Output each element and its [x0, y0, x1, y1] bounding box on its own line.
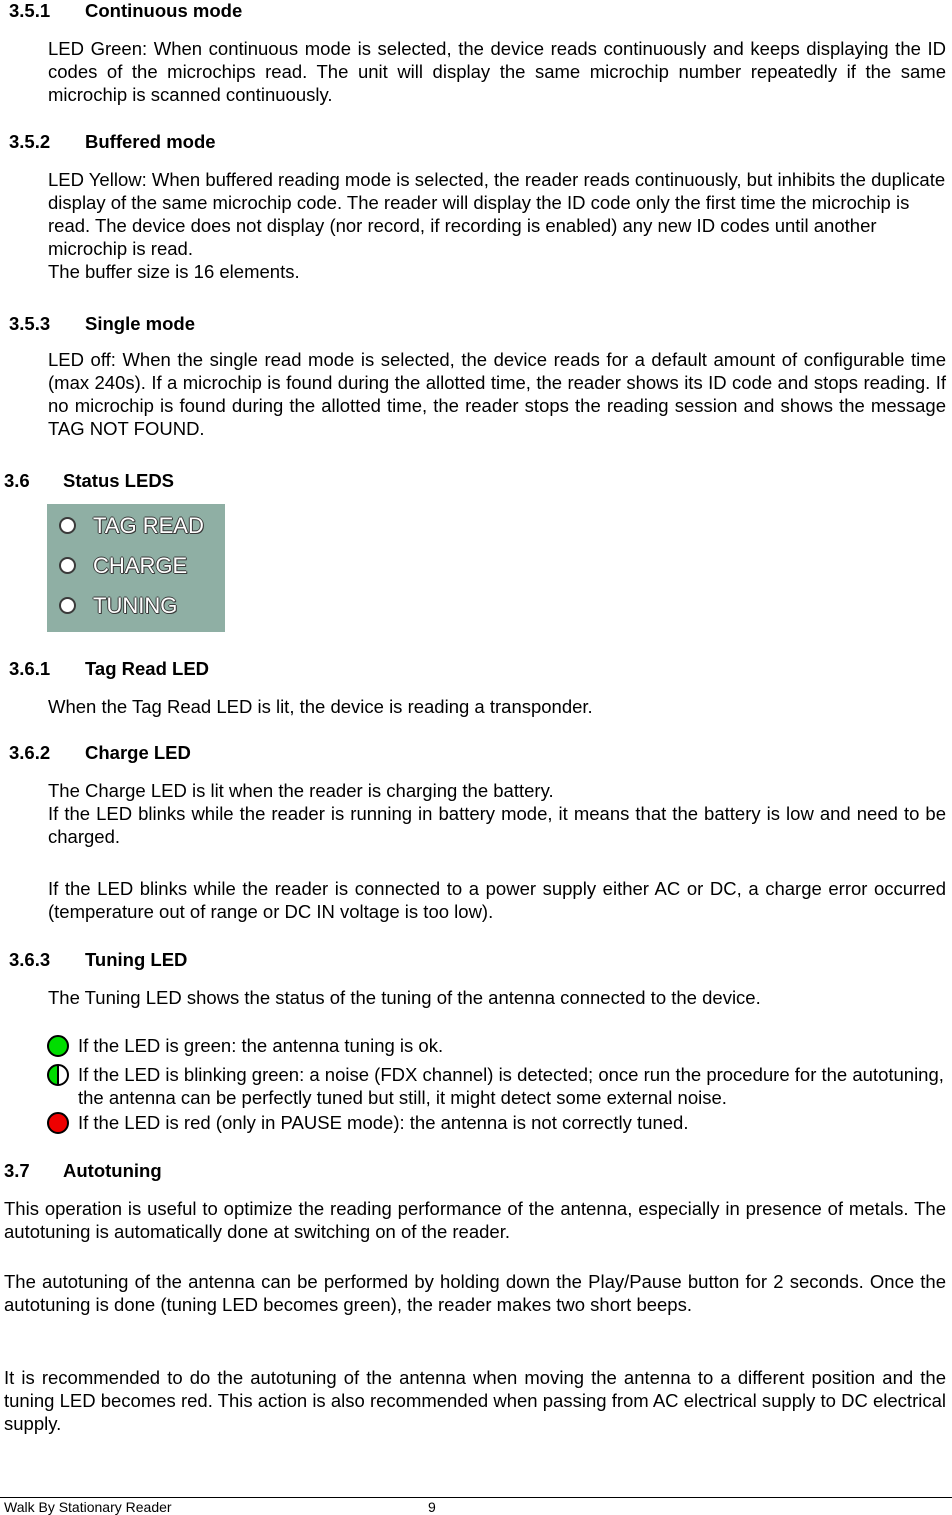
- status-label: CHARGE: [93, 553, 188, 578]
- section-title: Tuning LED: [85, 949, 188, 970]
- charge-led-text-2: If the LED blinks while the reader is running in battery mode, it means that the battery is low and need to be charged.: [48, 803, 946, 847]
- led-blinking-green-icon: [47, 1064, 69, 1086]
- footer-divider: [0, 1497, 952, 1498]
- led-red-icon: [47, 1112, 69, 1134]
- led-circle-icon: [59, 517, 76, 534]
- status-label: TAG READ: [93, 513, 204, 538]
- section-title: Buffered mode: [85, 131, 216, 152]
- section-number: 3.6.1: [9, 658, 51, 679]
- footer-page-number: 9: [428, 1499, 436, 1515]
- paragraph-charge-error: If the LED blinks while the reader is connected to a power supply either AC or DC, a charge error occurred (temperature out of range or DC IN voltage is too low).: [48, 878, 946, 922]
- section-number: 3.7: [4, 1160, 30, 1181]
- section-title: Tag Read LED: [85, 658, 210, 679]
- led-green-text: If the LED is green: the antenna tuning is ok.: [78, 1035, 444, 1056]
- section-title: Continuous mode: [85, 0, 243, 21]
- section-title: Single mode: [85, 313, 195, 334]
- paragraph-tuning-led: The Tuning LED shows the status of the tuning of the antenna connected to the device.: [48, 987, 761, 1008]
- buffered-mode-text: LED Yellow: When buffered reading mode is selected, the reader reads continuously, but inhibits the duplicate display of the same microchip code. The reader will display the ID code only the first time the microchip is read. The device does not display (nor record, if recording is enabled) any new ID codes until another microchip is read.: [48, 169, 946, 259]
- paragraph-autotuning-1: This operation is useful to optimize the reading performance of the antenna, especially in presence of metals. The autotuning is automatically done at switching on of the reader.: [4, 1198, 946, 1242]
- section-number: 3.5.2: [9, 131, 51, 152]
- section-title: Autotuning: [63, 1160, 162, 1181]
- led-circle-icon: [59, 557, 76, 574]
- paragraph-continuous-mode: LED Green: When continuous mode is selected, the device reads continuously and keeps displaying the ID codes of the microchips read. The unit will display the same microchip number repeatedly if the same microchip is scanned continuously.: [48, 38, 946, 105]
- led-circle-icon: [59, 597, 76, 614]
- section-number: 3.6.2: [9, 742, 51, 763]
- charge-led-text-1: The Charge LED is lit when the reader is charging the battery.: [48, 780, 554, 801]
- section-number: 3.5.3: [9, 313, 51, 334]
- section-title: Charge LED: [85, 742, 191, 763]
- buffer-size-text: The buffer size is 16 elements.: [48, 261, 300, 282]
- paragraph-buffered-mode: [48, 168, 946, 283]
- led-red-text: If the LED is red (only in PAUSE mode): the antenna is not correctly tuned.: [78, 1112, 689, 1133]
- section-number: 3.6: [4, 470, 30, 491]
- paragraph-autotuning-2: The autotuning of the antenna can be performed by holding down the Play/Pause button for 2 seconds. Once the autotuning is done (tuning LED becomes green), the reader makes two short beeps.: [4, 1271, 946, 1315]
- led-green-icon: [47, 1035, 69, 1057]
- status-label: TUNING: [93, 593, 178, 618]
- led-blinking-green-text: If the LED is blinking green: a noise (FDX channel) is detected; once run the procedure for the autotuning, the antenna can be perfectly tuned but still, it might detect some external noise.: [78, 1064, 944, 1108]
- paragraph-charge-led: [48, 779, 946, 848]
- section-number: 3.6.3: [9, 949, 51, 970]
- paragraph-autotuning-3: It is recommended to do the autotuning of the antenna when moving the antenna to a different position and the tuning LED becomes red. This action is also recommended when passing from AC electrical supply to DC electrical supply.: [4, 1367, 946, 1434]
- footer-document-title: Walk By Stationary Reader: [4, 1499, 172, 1515]
- section-title: Status LEDS: [63, 470, 175, 491]
- paragraph-single-mode: LED off: When the single read mode is selected, the device reads for a default amount of configurable time (max 240s). If a microchip is found during the allotted time, the reader shows its ID code and stops reading. If no microchip is found during the allotted time, the reader stops the reading session and shows the message TAG NOT FOUND.: [48, 349, 946, 439]
- section-number: 3.5.1: [9, 0, 51, 21]
- paragraph-tag-read-led: When the Tag Read LED is lit, the device is reading a transponder.: [48, 696, 593, 717]
- status-leds-panel: [47, 504, 225, 632]
